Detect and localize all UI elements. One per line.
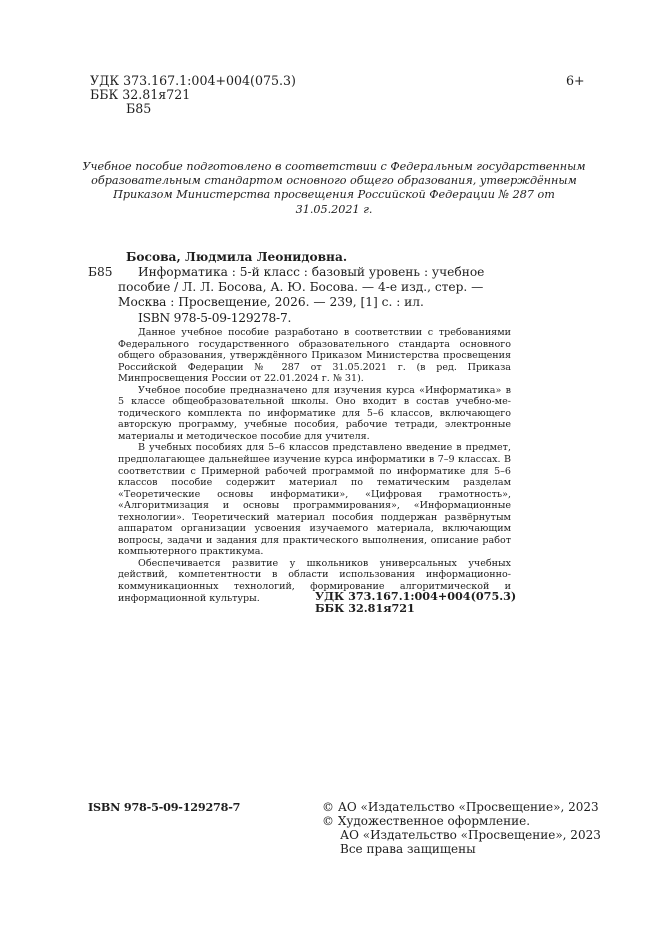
copyright-line: АО «Издательство «Просвещение», 2023 xyxy=(340,828,601,843)
annotation-paragraph: Учебное пособие предназначено для изучения курса «Информатика» в 5 классе общеобразовательной школы. Оно входит в состав учебно-методического комплекта по информатике для 5–6 классов, включающего авторскую программу, учебные пособия, рабочие тетради, электронные материалы и методическое пособие для учителя. xyxy=(118,384,511,442)
bibliographic-description xyxy=(118,265,510,309)
standard-note-line: Приказом Министерства просвещения Российской Федерации № 287 от 31.05.2021 г. xyxy=(113,188,555,216)
bottom-udk-code: УДК 373.167.1:004+004(075.3) xyxy=(315,589,517,603)
udk-code: УДК 373.167.1:004+004(075.3) xyxy=(90,73,296,88)
catalog-isbn: ISBN 978-5-09-129278-7. xyxy=(138,311,292,325)
bib-line: пособие / Л. Л. Босова, А. Ю. Босова. — 4-е изд., стер. — xyxy=(118,279,484,294)
bottom-bbk-code: ББК 32.81я721 xyxy=(315,601,415,615)
copyright-line: © Художественное оформление. xyxy=(322,814,531,829)
footer-isbn: ISBN 978-5-09-129278-7 xyxy=(88,800,241,814)
copyright-block xyxy=(322,800,601,856)
bib-line: Москва : Просвещение, 2026. — 239, [1] с. : ил. xyxy=(118,294,424,309)
classification-codes xyxy=(90,74,296,116)
copyright-line: © АО «Издательство «Просвещение», 2023 xyxy=(322,800,599,814)
standard-note xyxy=(82,160,586,217)
rights-reserved: Все права защищены xyxy=(340,842,476,857)
standard-note-line: образовательным стандартом основного общего образования, утверждённым xyxy=(91,174,577,188)
annotation-paragraph: Данное учебное пособие разработано в соответствии с требованиями Федерального государственного образовательного стандарта основного общего образования, утверждённого Приказом Министерства просвещения Российской Федерации № 287 от 31.05.2021 г. (в ред. Приказа Минпросвещения России от 22.01.2024 г. № 31). xyxy=(118,327,511,385)
bib-line: Информатика : 5-й класс : базовый уровень : учебное xyxy=(138,265,485,279)
catalog-sign: Б85 xyxy=(88,265,113,279)
annotation-paragraph: Обеспечивается развитие у школьников универсальных учебных действий, компетентности в области использования информационно-коммуникационных технологий, формирование алгоритмической и информационной культуры. xyxy=(118,557,511,604)
bottom-classification-codes xyxy=(315,590,516,614)
annotation xyxy=(118,327,511,604)
annotation-paragraph: В учебных пособиях для 5–6 классов представлено введение в предмет, предполагающее дальнейшее изучение курса информатики в 7–9 классах. В соответствии с Примерной рабочей программой по информатике для 5–6 классов пособие содержит материал по тематическим разделам «Теоретические основы информатики», «Цифровая грамотность», «Алгоритмизация и основы программирования», «Информационные технологии». Теоретический материал пособия поддержан развёрнутым аппаратом организации усвоения изучаемого материала, включающим вопросы, задачи и задания для практического выполнения, описание работ компьютерного практикума. xyxy=(118,442,511,558)
standard-note-line: Учебное пособие подготовлено в соответствии с Федеральным государственным xyxy=(82,160,586,173)
author-sign: Б85 xyxy=(126,101,152,116)
bbk-code: ББК 32.81я721 xyxy=(90,87,191,102)
catalog-author: Босова, Людмила Леонидовна. xyxy=(126,250,348,264)
age-rating: 6+ xyxy=(566,73,585,88)
